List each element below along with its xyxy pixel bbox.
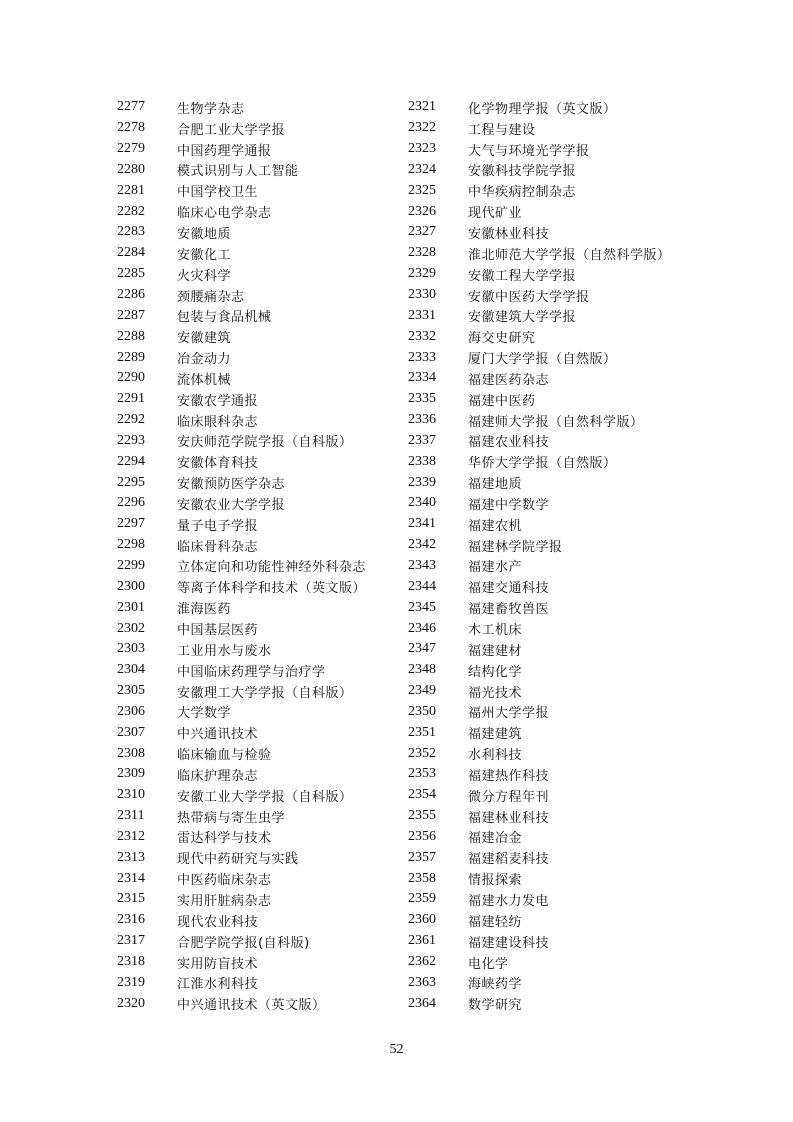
journal-entry (117, 556, 366, 577)
journal-entry (408, 326, 671, 347)
journal-entry (408, 660, 671, 681)
journal-entry (408, 368, 671, 389)
entry-number: 2322 (408, 120, 436, 136)
journal-entry (117, 701, 366, 722)
journal-entry (117, 472, 366, 493)
journal-entry (408, 201, 671, 222)
journal-entry (117, 514, 366, 535)
journal-entry (408, 827, 671, 848)
journal-entry (117, 451, 366, 472)
journal-entry (408, 97, 671, 118)
journal-title: 工业用水与废水 (177, 643, 272, 659)
entry-number: 2305 (117, 683, 145, 699)
journal-title: 安徽工业大学学报（自科版） (177, 789, 353, 805)
journal-title: 流体机械 (177, 372, 232, 388)
journal-title: 淮海医药 (177, 602, 232, 618)
journal-title: 安徽建筑大学学报 (468, 310, 577, 326)
entry-number: 2338 (408, 453, 436, 469)
journal-entry (408, 764, 671, 785)
journal-entry (408, 222, 671, 243)
entry-number: 2278 (117, 120, 145, 136)
journal-title: 木工机床 (468, 623, 523, 639)
journal-entry (117, 305, 366, 326)
journal-entry (117, 910, 366, 931)
journal-title: 雷达科学与技术 (177, 831, 272, 847)
journal-entry (117, 764, 366, 785)
journal-entry (117, 326, 366, 347)
entry-number: 2292 (117, 412, 145, 428)
journal-entry (408, 576, 671, 597)
entry-number: 2328 (408, 245, 436, 261)
entry-number: 2281 (117, 182, 145, 198)
journal-title: 包装与食品机械 (177, 310, 272, 326)
entry-number: 2362 (408, 954, 436, 970)
journal-entry (408, 180, 671, 201)
entry-number: 2316 (117, 912, 145, 928)
journal-entry (117, 639, 366, 660)
journal-title: 安徽农业大学学报 (177, 497, 286, 513)
entry-number: 2352 (408, 745, 436, 761)
journal-entry (117, 347, 366, 368)
entry-number: 2289 (117, 349, 145, 365)
journal-title: 数学研究 (468, 998, 523, 1014)
entry-number: 2326 (408, 203, 436, 219)
entry-number: 2354 (408, 787, 436, 803)
entry-number: 2312 (117, 828, 145, 844)
journal-title: 福建农业科技 (468, 435, 550, 451)
journal-title: 福州大学学报 (468, 706, 550, 722)
entry-number: 2285 (117, 266, 145, 282)
journal-title: 颈腰痛杂志 (177, 289, 245, 305)
journal-entry (117, 722, 366, 743)
journal-title: 电化学 (468, 956, 509, 972)
entry-number: 2304 (117, 662, 145, 678)
journal-title: 临床输血与检验 (177, 748, 272, 764)
entry-number: 2345 (408, 599, 436, 615)
journal-title: 现代农业科技 (177, 914, 259, 930)
journal-entry (408, 410, 671, 431)
entry-number: 2337 (408, 432, 436, 448)
journal-entry (117, 618, 366, 639)
journal-entry (117, 993, 366, 1014)
journal-entry (408, 431, 671, 452)
journal-title: 江淮水利科技 (177, 977, 259, 993)
journal-entry (117, 681, 366, 702)
entry-number: 2357 (408, 849, 436, 865)
journal-title: 实用肝脏病杂志 (177, 893, 272, 909)
entry-number: 2341 (408, 516, 436, 532)
entry-number: 2359 (408, 891, 436, 907)
journal-entry (408, 389, 671, 410)
entry-number: 2329 (408, 266, 436, 282)
entry-number: 2334 (408, 370, 436, 386)
journal-entry (408, 847, 671, 868)
journal-title: 中华疾病控制杂志 (468, 185, 577, 201)
entry-number: 2360 (408, 912, 436, 928)
journal-entry (408, 118, 671, 139)
journal-title: 安徽建筑 (177, 331, 232, 347)
entry-number: 2327 (408, 224, 436, 240)
journal-entry (408, 556, 671, 577)
journal-title: 海交史研究 (468, 331, 536, 347)
entry-number: 2347 (408, 641, 436, 657)
journal-title: 现代中药研究与实践 (177, 852, 299, 868)
entry-number: 2277 (117, 99, 145, 115)
journal-title: 福建师大学报（自然科学版） (468, 414, 644, 430)
journal-title: 福建中学数学 (468, 497, 550, 513)
entry-number: 2297 (117, 516, 145, 532)
journal-entry (408, 910, 671, 931)
entry-number: 2335 (408, 391, 436, 407)
journal-entry (408, 493, 671, 514)
journal-entry (408, 889, 671, 910)
entry-number: 2321 (408, 99, 436, 115)
journal-title: 安徽工程大学学报 (468, 268, 577, 284)
journal-title: 大学数学 (177, 706, 232, 722)
entry-number: 2336 (408, 412, 436, 428)
entry-number: 2343 (408, 557, 436, 573)
journal-title: 水利科技 (468, 748, 523, 764)
entry-number: 2301 (117, 599, 145, 615)
entry-number: 2324 (408, 161, 436, 177)
entry-number: 2339 (408, 474, 436, 490)
journal-list-right (408, 97, 671, 1014)
journal-entry (408, 701, 671, 722)
entry-number: 2287 (117, 307, 145, 323)
journal-title: 大气与环境光学学报 (468, 143, 590, 159)
entry-number: 2314 (117, 870, 145, 886)
journal-title: 安徽林业科技 (468, 226, 550, 242)
entry-number: 2364 (408, 995, 436, 1011)
journal-entry (408, 722, 671, 743)
entry-number: 2293 (117, 432, 145, 448)
journal-title: 海峡药学 (468, 977, 523, 993)
journal-title: 安徽地质 (177, 226, 232, 242)
journal-entry (117, 535, 366, 556)
journal-title: 中国临床药理学与治疗学 (177, 664, 326, 680)
entry-number: 2332 (408, 328, 436, 344)
entry-number: 2330 (408, 287, 436, 303)
entry-number: 2320 (117, 995, 145, 1011)
entry-number: 2350 (408, 703, 436, 719)
journal-title: 等离子体科学和技术（英文版） (177, 581, 367, 597)
journal-title: 中兴通讯技术（英文版） (177, 998, 326, 1014)
entry-number: 2342 (408, 537, 436, 553)
entry-number: 2283 (117, 224, 145, 240)
journal-title: 安徽体育科技 (177, 456, 259, 472)
journal-entry (408, 514, 671, 535)
journal-title: 安徽中医药大学学报 (468, 289, 590, 305)
journal-entry (117, 180, 366, 201)
entry-number: 2303 (117, 641, 145, 657)
journal-entry (117, 952, 366, 973)
journal-entry (408, 806, 671, 827)
journal-title: 情报探索 (468, 873, 523, 889)
entry-number: 2294 (117, 453, 145, 469)
journal-title: 福建地质 (468, 477, 523, 493)
entry-number: 2355 (408, 808, 436, 824)
journal-entry (408, 285, 671, 306)
entry-number: 2307 (117, 724, 145, 740)
journal-entry (117, 806, 366, 827)
journal-title: 合肥工业大学学报 (177, 122, 286, 138)
journal-title: 化学物理学报（英文版） (468, 101, 617, 117)
journal-title: 福建农机 (468, 518, 523, 534)
journal-entry (117, 931, 366, 952)
journal-entry (408, 139, 671, 160)
journal-title: 福建稻麦科技 (468, 852, 550, 868)
entry-number: 2318 (117, 954, 145, 970)
journal-entry (117, 431, 366, 452)
journal-entry (408, 931, 671, 952)
page-number: 52 (389, 1042, 404, 1057)
entry-number: 2315 (117, 891, 145, 907)
entry-number: 2340 (408, 495, 436, 511)
journal-entry (408, 618, 671, 639)
journal-title: 安徽理工大学学报（自科版） (177, 685, 353, 701)
journal-entry (117, 243, 366, 264)
journal-title: 模式识别与人工智能 (177, 164, 299, 180)
journal-title: 安庆师范学院学报（自科版） (177, 435, 353, 451)
entry-number: 2311 (117, 808, 145, 824)
journal-entry (408, 972, 671, 993)
journal-entry (408, 597, 671, 618)
journal-entry (117, 597, 366, 618)
entry-number: 2290 (117, 370, 145, 386)
journal-entry (408, 639, 671, 660)
journal-title: 安徽科技学院学报 (468, 164, 577, 180)
entry-number: 2333 (408, 349, 436, 365)
entry-number: 2308 (117, 745, 145, 761)
entry-number: 2317 (117, 933, 145, 949)
journal-entry (408, 993, 671, 1014)
journal-entry (117, 139, 366, 160)
journal-title: 福建林业科技 (468, 810, 550, 826)
journal-entry (408, 472, 671, 493)
entry-number: 2302 (117, 620, 145, 636)
journal-entry (117, 868, 366, 889)
journal-entry (117, 368, 366, 389)
entry-number: 2298 (117, 537, 145, 553)
journal-title: 中国药理学通报 (177, 143, 272, 159)
entry-number: 2291 (117, 391, 145, 407)
entry-number: 2351 (408, 724, 436, 740)
entry-number: 2309 (117, 766, 145, 782)
entry-number: 2331 (408, 307, 436, 323)
journal-title: 临床护理杂志 (177, 768, 259, 784)
entry-number: 2313 (117, 849, 145, 865)
journal-entry (408, 535, 671, 556)
journal-title: 现代矿业 (468, 206, 523, 222)
journal-title: 福建畜牧兽医 (468, 602, 550, 618)
journal-title: 福建水力发电 (468, 893, 550, 909)
journal-entry (117, 889, 366, 910)
entry-number: 2363 (408, 974, 436, 990)
journal-title: 合肥学院学报(自科版) (177, 935, 310, 951)
journal-title: 实用防盲技术 (177, 956, 259, 972)
journal-title: 立体定向和功能性神经外科杂志 (177, 560, 367, 576)
entry-number: 2295 (117, 474, 145, 490)
journal-entry (408, 243, 671, 264)
entry-number: 2319 (117, 974, 145, 990)
journal-title: 结构化学 (468, 664, 523, 680)
journal-entry (117, 847, 366, 868)
journal-entry (117, 285, 366, 306)
journal-entry (117, 660, 366, 681)
entry-number: 2280 (117, 161, 145, 177)
journal-title: 中医药临床杂志 (177, 873, 272, 889)
entry-number: 2356 (408, 828, 436, 844)
journal-entry (408, 681, 671, 702)
entry-number: 2344 (408, 578, 436, 594)
entry-number: 2282 (117, 203, 145, 219)
journal-title: 福建中医药 (468, 393, 536, 409)
journal-entry (408, 743, 671, 764)
journal-entry (117, 972, 366, 993)
journal-title: 安徽预防医学杂志 (177, 477, 286, 493)
entry-number: 2279 (117, 141, 145, 157)
journal-title: 福建建设科技 (468, 935, 550, 951)
journal-title: 热带病与寄生虫学 (177, 810, 286, 826)
entry-number: 2348 (408, 662, 436, 678)
entry-number: 2296 (117, 495, 145, 511)
journal-title: 福建水产 (468, 560, 523, 576)
journal-entry (117, 410, 366, 431)
entry-number: 2299 (117, 557, 145, 573)
journal-entry (408, 160, 671, 181)
journal-title: 淮北师范大学学报（自然科学版） (468, 247, 671, 263)
journal-title: 安徽农学通报 (177, 393, 259, 409)
entry-number: 2310 (117, 787, 145, 803)
entry-number: 2300 (117, 578, 145, 594)
journal-entry (117, 493, 366, 514)
entry-number: 2325 (408, 182, 436, 198)
journal-title: 中兴通讯技术 (177, 727, 259, 743)
journal-title: 厦门大学学报（自然版） (468, 352, 617, 368)
journal-title: 临床心电学杂志 (177, 206, 272, 222)
journal-title: 福建热作科技 (468, 768, 550, 784)
entry-number: 2284 (117, 245, 145, 261)
journal-title: 工程与建设 (468, 122, 536, 138)
journal-title: 安徽化工 (177, 247, 232, 263)
entry-number: 2349 (408, 683, 436, 699)
journal-entry (408, 305, 671, 326)
journal-title: 中国学校卫生 (177, 185, 259, 201)
journal-entry (117, 743, 366, 764)
journal-entry (117, 97, 366, 118)
journal-entry (408, 952, 671, 973)
entry-number: 2306 (117, 703, 145, 719)
journal-title: 临床骨科杂志 (177, 539, 259, 555)
journal-list-left (117, 97, 366, 1014)
journal-title: 福建建筑 (468, 727, 523, 743)
journal-entry (408, 868, 671, 889)
entry-number: 2358 (408, 870, 436, 886)
journal-title: 华侨大学学报（自然版） (468, 456, 617, 472)
journal-entry (117, 576, 366, 597)
entry-number: 2361 (408, 933, 436, 949)
entry-number: 2346 (408, 620, 436, 636)
journal-title: 临床眼科杂志 (177, 414, 259, 430)
entry-number: 2353 (408, 766, 436, 782)
journal-entry (117, 389, 366, 410)
journal-title: 中国基层医药 (177, 623, 259, 639)
entry-number: 2286 (117, 287, 145, 303)
journal-entry (408, 264, 671, 285)
journal-title: 福光技术 (468, 685, 523, 701)
journal-title: 福建轻纺 (468, 914, 523, 930)
journal-entry (117, 785, 366, 806)
entry-number: 2323 (408, 141, 436, 157)
journal-entry (117, 201, 366, 222)
journal-entry (117, 222, 366, 243)
journal-entry (117, 827, 366, 848)
journal-title: 福建交通科技 (468, 581, 550, 597)
journal-entry (408, 785, 671, 806)
entry-number: 2288 (117, 328, 145, 344)
journal-title: 福建冶金 (468, 831, 523, 847)
journal-title: 福建医药杂志 (468, 372, 550, 388)
journal-entry (117, 264, 366, 285)
journal-title: 冶金动力 (177, 352, 232, 368)
journal-title: 生物学杂志 (177, 101, 245, 117)
journal-entry (117, 118, 366, 139)
journal-title: 微分方程年刊 (468, 789, 550, 805)
journal-title: 福建建材 (468, 643, 523, 659)
journal-title: 量子电子学报 (177, 518, 259, 534)
journal-entry (117, 160, 366, 181)
journal-entry (408, 451, 671, 472)
journal-title: 福建林学院学报 (468, 539, 563, 555)
journal-entry (408, 347, 671, 368)
journal-title: 火灾科学 (177, 268, 232, 284)
